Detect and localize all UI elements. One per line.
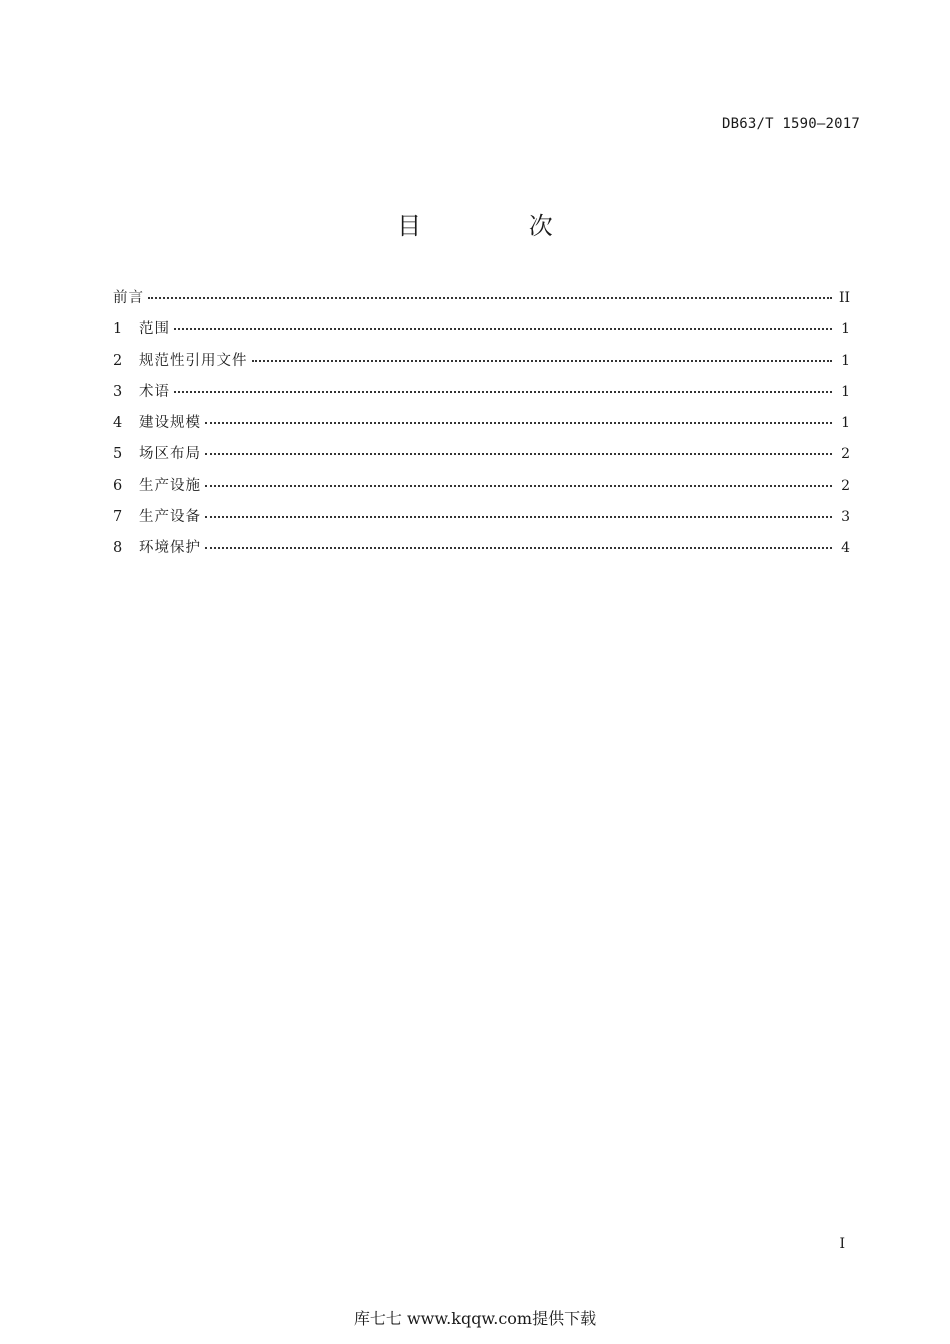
footer-download-note: 库七七 www.kqqw.com提供下载 [353, 1309, 597, 1328]
toc-entry-label: 范围 [139, 321, 170, 338]
toc-entry-scope[interactable] [113, 317, 850, 348]
dot-leader [174, 377, 832, 393]
dot-leader [174, 314, 832, 330]
toc-entry-page: 2 [841, 477, 850, 494]
toc-entry-label: 术语 [139, 383, 170, 400]
toc-entry-label: 前言 [113, 290, 144, 306]
toc-entry-number: 7 [113, 509, 123, 526]
page-number: I [839, 1236, 845, 1252]
toc-entry-page: 4 [841, 540, 850, 557]
dot-leader [205, 502, 832, 518]
toc-entry-foreword[interactable] [113, 286, 850, 317]
toc-entry-normative-references[interactable] [113, 349, 850, 380]
dot-leader [252, 346, 833, 362]
table-of-contents [113, 286, 850, 568]
toc-entry-production-facilities[interactable] [113, 474, 850, 505]
toc-entry-label: 建设规模 [139, 415, 201, 432]
document-code: DB63/T 1590—2017 [721, 116, 860, 132]
page-title: 目 次 [397, 212, 603, 240]
toc-entry-number: 2 [113, 352, 123, 369]
toc-entry-page: 1 [841, 321, 850, 338]
toc-entry-environmental-protection[interactable] [113, 536, 850, 567]
toc-entry-page: II [838, 290, 850, 306]
toc-entry-number: 5 [113, 446, 123, 463]
toc-entry-production-equipment[interactable] [113, 505, 850, 536]
toc-entry-page: 1 [841, 383, 850, 400]
toc-entry-number: 6 [113, 477, 123, 494]
toc-entry-construction-scale[interactable] [113, 411, 850, 442]
toc-entry-label: 生产设施 [139, 477, 201, 494]
dot-leader [205, 439, 832, 455]
toc-entry-number: 4 [113, 415, 123, 432]
dot-leader [205, 533, 832, 549]
toc-entry-site-layout[interactable] [113, 442, 850, 473]
toc-entry-number: 3 [113, 383, 123, 400]
toc-entry-label: 规范性引用文件 [139, 352, 248, 369]
toc-entry-terms[interactable] [113, 380, 850, 411]
toc-entry-page: 2 [841, 446, 850, 463]
toc-entry-label: 场区布局 [139, 446, 201, 463]
toc-entry-number: 8 [113, 540, 123, 557]
dot-leader [205, 471, 832, 487]
toc-entry-page: 3 [841, 509, 850, 526]
toc-entry-page: 1 [841, 352, 850, 369]
toc-entry-page: 1 [841, 415, 850, 432]
dot-leader [205, 408, 832, 424]
toc-entry-label: 环境保护 [139, 540, 201, 557]
toc-entry-number: 1 [113, 321, 123, 338]
toc-entry-label: 生产设备 [139, 509, 201, 526]
dot-leader [148, 283, 832, 299]
